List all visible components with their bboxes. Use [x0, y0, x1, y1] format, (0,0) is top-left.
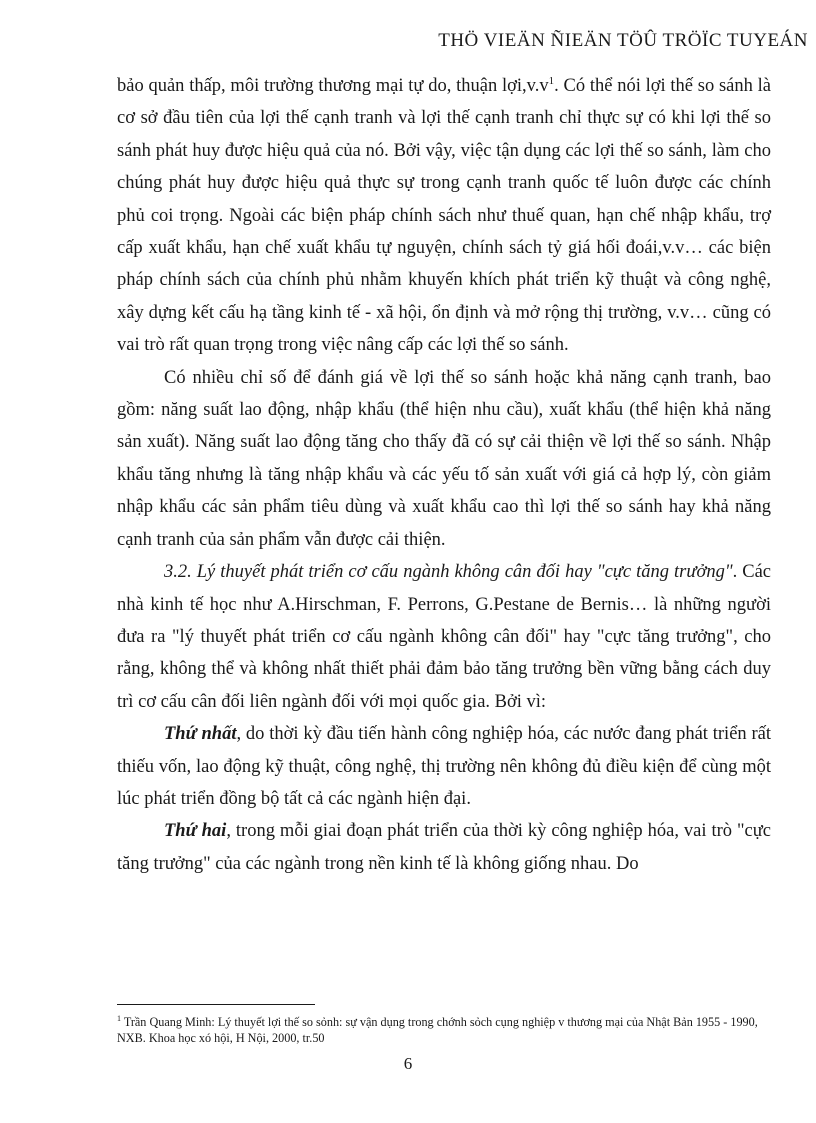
paragraph-4: [117, 718, 771, 815]
paragraph-2: Có nhiều chỉ số để đánh giá về lợi thế so sánh hoặc khả năng cạnh tranh, bao gồm: năng suất lao động, nhập khẩu (thể hiện nhu cầu), xuất khẩu (thể hiện khả năng sản xuất). Năng suất lao động tăng cho thấy đã có sự cải thiện về lợi thế so sánh. Nhập khẩu tăng nhưng là tăng nhập khẩu và các yếu tố sản xuất với giá cả hợp lý, còn giảm nhập khẩu các sản phẩm tiêu dùng và xuất khẩu cao thì lợi thế so sánh hay khả năng cạnh tranh của sản phẩm vẫn được cải thiện.: [117, 367, 771, 550]
footnote-divider: [117, 1004, 315, 1005]
footnote: [117, 1014, 767, 1046]
footnote-ref[interactable]: 1: [548, 74, 555, 87]
paragraph-3-text: . Các nhà kinh tế học như A.Hirschman, F. Perrons, G.Pestane de Bernis… là những người đưa ra "lý thuyết phát triển cơ cấu ngành không cân đối" hay "cực tăng trưởng", cho rằng, không thể và không nhất thiết phải đảm bảo tăng trưởng bền vững bằng cách duy trì cơ cấu cân đối liên ngành đối với mọi quốc gia. Bởi vì:: [117, 562, 771, 712]
running-header: THÖ VIEÄN ÑIEÄN TÖÛ TRÖÏC TUYEÁN: [438, 30, 808, 51]
paragraph-5-text: , trong mỗi giai đoạn phát triển của thời kỳ công nghiệp hóa, vai trò "cực tăng trưởng" của các ngành trong nền kinh tế là không giống nhau. Do: [117, 821, 771, 874]
section-heading: 3.2. Lý thuyết phát triển cơ cấu ngành không cân đối hay "cực tăng trưởng": [164, 562, 733, 583]
paragraph-1: [117, 70, 771, 362]
paragraph-3: [117, 556, 771, 718]
lead-first: Thứ nhất: [164, 724, 237, 745]
page-number: 6: [403, 1054, 413, 1073]
paragraph-4-text: , do thời kỳ đầu tiến hành công nghiệp hóa, các nước đang phát triển rất thiếu vốn, lao động kỹ thuật, công nghệ, thị trường nên không đủ điều kiện để cùng một lúc phát triển đồng bộ tất cả các ngành hiện đại.: [117, 724, 771, 809]
footnote-marker: 1: [117, 1013, 121, 1023]
body-text: [117, 70, 771, 880]
lead-second: Thứ hai: [164, 821, 227, 842]
paragraph-1-text: bảo quản thấp, môi trường thương mại tự do, thuận lợi,v.v: [117, 76, 549, 96]
paragraph-5: [117, 815, 771, 880]
paragraph-1-rest: . Có thể nói lợi thế so sánh là cơ sở đầu tiên của lợi thế cạnh tranh và lợi thế cạnh tranh chỉ thực sự có khi lợi thế so sánh phát huy được hiệu quả của nó. Bởi vậy, việc tận dụng các lợi thế so sánh, làm cho chúng phát huy được hiệu quả thực sự trong cạnh tranh quốc tế luôn được các chính phủ coi trọng. Ngoài các biện pháp chính sách như thuế quan, hạn chế nhập khẩu, trợ cấp xuất khẩu, hạn chế xuất khẩu tự nguyện, chính sách tỷ giá hối đoái,v.v… các biện pháp chính sách của chính phủ nhằm khuyến khích phát triển kỹ thuật và công nghệ, xây dựng kết cấu hạ tầng kinh tế - xã hội, ổn định và mở rộng thị trường, v.v… cũng có vai trò rất quan trọng trong việc nâng cấp các lợi thế so sánh.: [117, 76, 772, 356]
footnote-text: Trần Quang Minh: Lý thuyết lợi thế so sỏnh: sự vận dụng trong chớnh sỏch cụng nghiệp v thương mại của Nhật Bản 1955 - 1990, NXB. Khoa học xó hội, H Nội, 2000, tr.50: [117, 1015, 758, 1045]
